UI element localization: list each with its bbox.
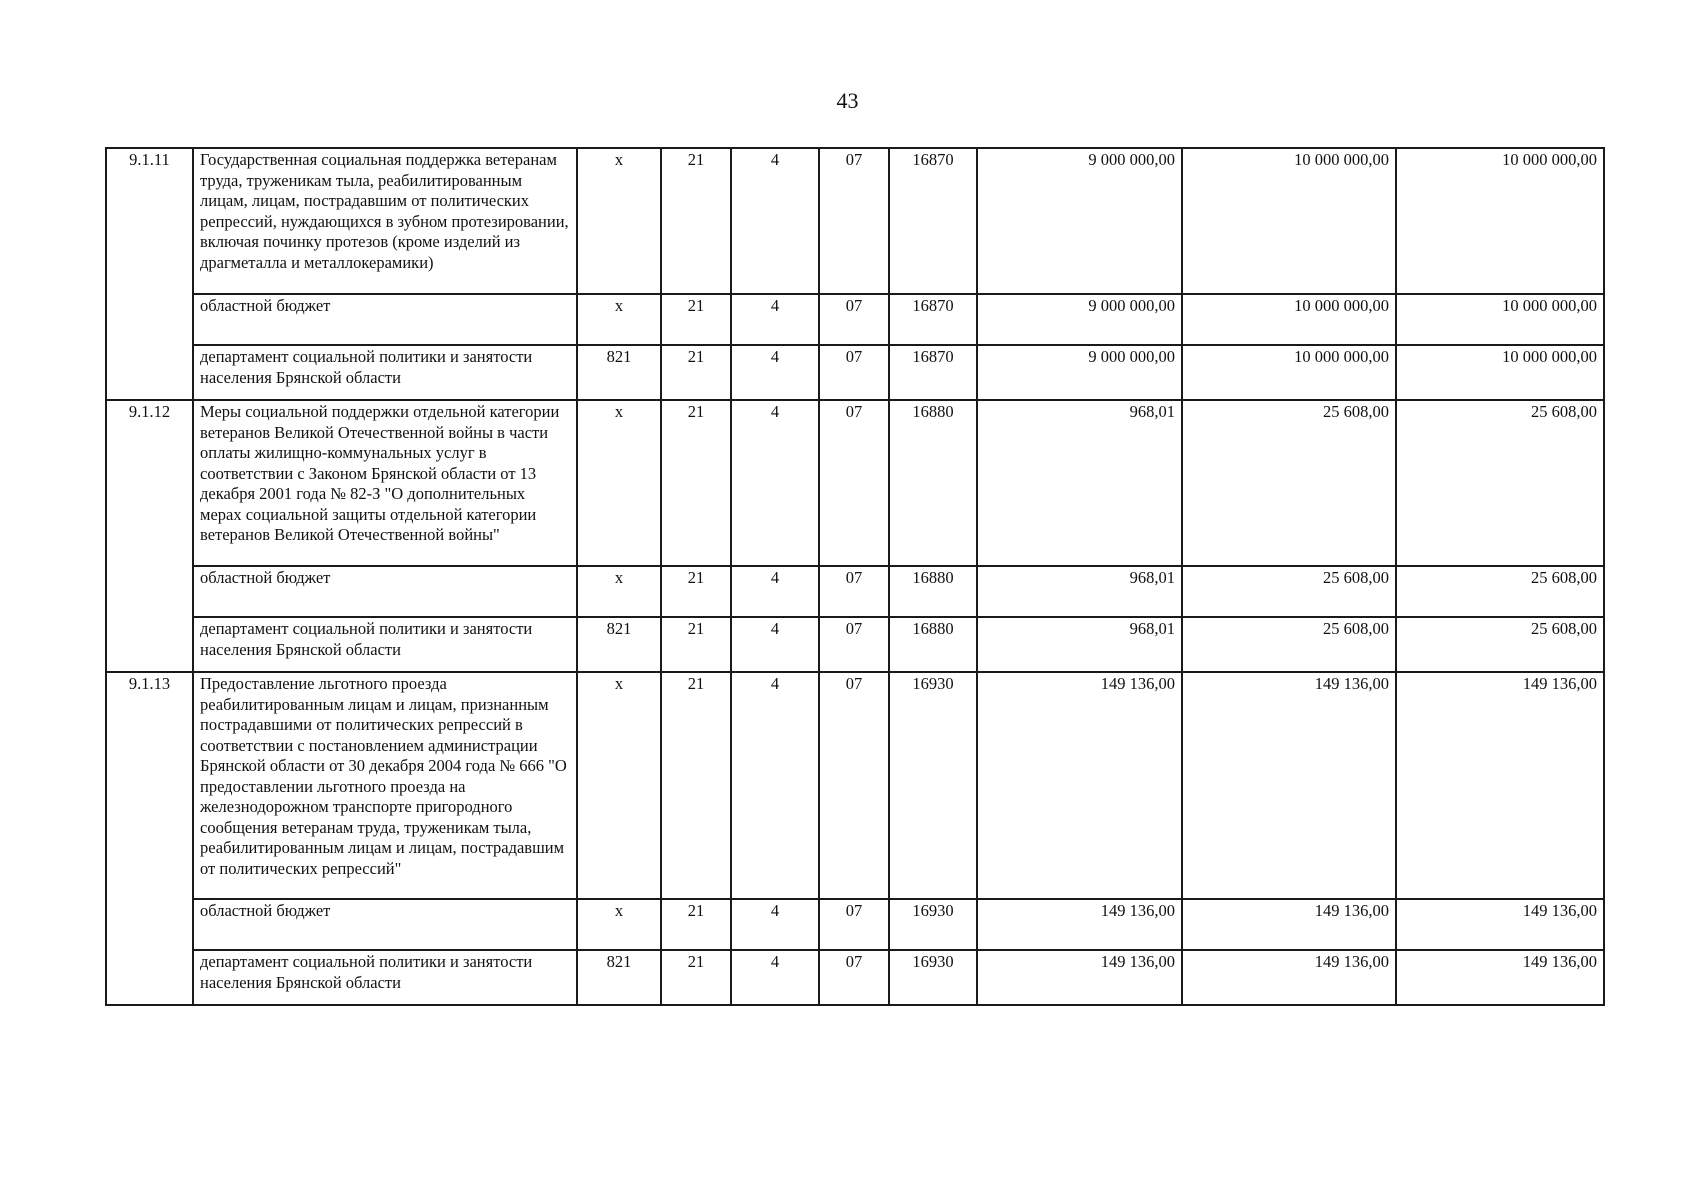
amount-cell: 25 608,00 (1396, 400, 1604, 566)
code-cell: х (577, 899, 661, 950)
code-cell: х (577, 672, 661, 899)
table-row (106, 400, 1604, 566)
table-row (106, 617, 1604, 672)
amount-cell: 9 000 000,00 (977, 345, 1182, 400)
table-row (106, 950, 1604, 1005)
code-cell: 07 (819, 899, 889, 950)
code-cell: 4 (731, 950, 819, 1005)
amount-cell: 149 136,00 (977, 672, 1182, 899)
amount-cell: 149 136,00 (1182, 672, 1396, 899)
item-description: областной бюджет (193, 294, 577, 345)
amount-cell: 968,01 (977, 400, 1182, 566)
code-cell: 07 (819, 400, 889, 566)
amount-cell: 10 000 000,00 (1182, 148, 1396, 294)
code-cell: 07 (819, 345, 889, 400)
code-cell: 07 (819, 617, 889, 672)
amount-cell: 10 000 000,00 (1182, 294, 1396, 345)
code-cell: 21 (661, 400, 731, 566)
code-cell: 4 (731, 294, 819, 345)
code-cell: 4 (731, 400, 819, 566)
amount-cell: 25 608,00 (1182, 566, 1396, 617)
code-cell: 16930 (889, 672, 977, 899)
amount-cell: 25 608,00 (1182, 617, 1396, 672)
code-cell: 16870 (889, 148, 977, 294)
code-cell: 21 (661, 345, 731, 400)
amount-cell: 968,01 (977, 566, 1182, 617)
amount-cell: 9 000 000,00 (977, 294, 1182, 345)
code-cell: х (577, 400, 661, 566)
code-cell: 07 (819, 950, 889, 1005)
amount-cell: 149 136,00 (977, 950, 1182, 1005)
code-cell: 4 (731, 345, 819, 400)
code-cell: 21 (661, 294, 731, 345)
code-cell: 4 (731, 672, 819, 899)
table-row (106, 148, 1604, 294)
code-cell: 07 (819, 148, 889, 294)
amount-cell: 149 136,00 (1396, 950, 1604, 1005)
table-row (106, 899, 1604, 950)
code-cell: х (577, 566, 661, 617)
amount-cell: 149 136,00 (1396, 899, 1604, 950)
table-row (106, 566, 1604, 617)
amount-cell: 149 136,00 (1396, 672, 1604, 899)
item-description: областной бюджет (193, 566, 577, 617)
code-cell: 07 (819, 672, 889, 899)
code-cell: х (577, 294, 661, 345)
code-cell: 07 (819, 566, 889, 617)
code-cell: 07 (819, 294, 889, 345)
page-number: 43 (836, 88, 859, 113)
amount-cell: 9 000 000,00 (977, 148, 1182, 294)
code-cell: 16880 (889, 617, 977, 672)
amount-cell: 149 136,00 (1182, 899, 1396, 950)
item-description: департамент социальной политики и занятости населения Брянской области (193, 345, 577, 400)
code-cell: 821 (577, 950, 661, 1005)
amount-cell: 149 136,00 (1182, 950, 1396, 1005)
amount-cell: 968,01 (977, 617, 1182, 672)
item-number: 9.1.13 (106, 672, 193, 1005)
amount-cell: 10 000 000,00 (1396, 294, 1604, 345)
code-cell: 21 (661, 899, 731, 950)
code-cell: 16930 (889, 950, 977, 1005)
amount-cell: 25 608,00 (1396, 566, 1604, 617)
amount-cell: 149 136,00 (977, 899, 1182, 950)
code-cell: х (577, 148, 661, 294)
item-description: областной бюджет (193, 899, 577, 950)
code-cell: 821 (577, 345, 661, 400)
amount-cell: 10 000 000,00 (1182, 345, 1396, 400)
code-cell: 16930 (889, 899, 977, 950)
table-row (106, 672, 1604, 899)
item-description: Меры социальной поддержки отдельной категории ветеранов Великой Отечественной войны в части оплаты жилищно-коммунальных услуг в соответствии с Законом Брянской области от 13 декабря 2001 года № 82-З "О дополнительных мерах социальной защиты отдельной категории ветеранов Великой Отечественной войны" (193, 400, 577, 566)
code-cell: 16870 (889, 294, 977, 345)
code-cell: 21 (661, 950, 731, 1005)
code-cell: 16880 (889, 566, 977, 617)
amount-cell: 10 000 000,00 (1396, 345, 1604, 400)
code-cell: 21 (661, 148, 731, 294)
code-cell: 4 (731, 566, 819, 617)
table-row (106, 345, 1604, 400)
code-cell: 21 (661, 566, 731, 617)
code-cell: 4 (731, 899, 819, 950)
item-description: Предоставление льготного проезда реабилитированным лицам и лицам, признанным пострадавшими от политических репрессий в соответствии с постановлением администрации Брянской области от 30 декабря 2004 года № 666 "О предоставлении льготного проезда на железнодорожном транспорте пригородного сообщения ветеранам труда, труженикам тыла, реабилитированным лицам и лицам, пострадавшим от политических репрессий" (193, 672, 577, 899)
code-cell: 4 (731, 617, 819, 672)
item-description: Государственная социальная поддержка ветеранам труда, труженикам тыла, реабилитированным лицам, лицам, пострадавшим от политических репрессий, нуждающихся в зубном протезировании, включая починку протезов (кроме изделий из драгметалла и металлокерамики) (193, 148, 577, 294)
code-cell: 21 (661, 617, 731, 672)
amount-cell: 25 608,00 (1396, 617, 1604, 672)
amount-cell: 10 000 000,00 (1396, 148, 1604, 294)
code-cell: 16870 (889, 345, 977, 400)
item-description: департамент социальной политики и занятости населения Брянской области (193, 617, 577, 672)
table-row (106, 294, 1604, 345)
code-cell: 16880 (889, 400, 977, 566)
code-cell: 21 (661, 672, 731, 899)
code-cell: 4 (731, 148, 819, 294)
item-number: 9.1.12 (106, 400, 193, 672)
item-number: 9.1.11 (106, 148, 193, 400)
code-cell: 821 (577, 617, 661, 672)
item-description: департамент социальной политики и занятости населения Брянской области (193, 950, 577, 1005)
amount-cell: 25 608,00 (1182, 400, 1396, 566)
budget-table (105, 147, 1605, 1006)
